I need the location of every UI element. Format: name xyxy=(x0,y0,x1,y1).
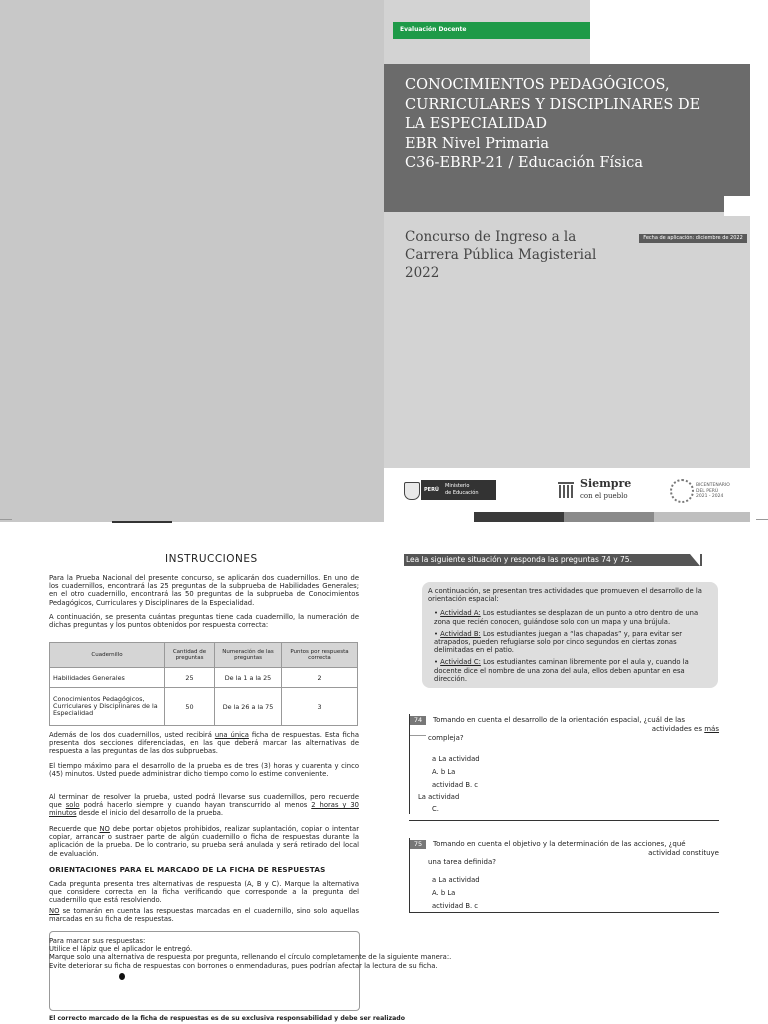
text-span: debe portar objetos prohibidos, realizar suplantación, copiar o intentar copiar, arrancar o sustraer parte de algún cuadernillo o ficha de respuestas durante la aplicación de la prueba. De lo contrario, su prueba será anulada y será retirado del local de evaluación. xyxy=(49,825,359,858)
orientaciones-title: ORIENTACIONES PARA EL MARCADO DE LA FICHA DE RESPUESTAS xyxy=(49,865,326,874)
situation-heading: Lea la siguiente situación y responda las preguntas 74 y 75. xyxy=(404,554,702,566)
stem-line xyxy=(433,725,719,734)
concurso-line: Concurso de Ingreso a la xyxy=(405,229,577,245)
siempre-label: Siempre xyxy=(580,477,632,490)
instr-paragraph xyxy=(49,825,359,858)
table-cell: Habilidades Generales xyxy=(50,668,165,688)
text-span: actividad constituye xyxy=(648,849,719,857)
cover-title-line: CONOCIMIENTOS PEDAGÓGICOS, xyxy=(405,77,670,93)
blank-left-page xyxy=(0,0,384,522)
title-box-notch xyxy=(724,196,750,216)
stem-line: compleja? xyxy=(428,734,464,742)
header-tag: Evaluación Docente xyxy=(400,26,467,33)
orient-paragraph xyxy=(49,907,359,923)
crop-mark xyxy=(0,519,12,520)
bicentenario-icon xyxy=(670,479,694,503)
page-edge-line xyxy=(112,521,172,523)
text-underlined: solo xyxy=(65,801,80,810)
text-underlined: más xyxy=(704,725,719,733)
footer-note: El correcto marcado de la ficha de respuestas es de su exclusiva responsabilidad y debe ser realizado xyxy=(49,1015,405,1022)
text-span: Recuerde que xyxy=(49,825,100,833)
instr-paragraph: Para la Prueba Nacional del presente concurso, se aplicarán dos cuadernillos. En uno de los cuadernillos, encontrará las 25 preguntas de la subprueba de Habilidades Generales; en el otro cuadernillo, encontrará las 50 preguntas de la subprueba de Conocimientos Pedagógicos, Curriculares y Disciplinares de la Especialidad. xyxy=(49,574,359,607)
cuadernillos-table xyxy=(49,642,358,726)
siempre-logo xyxy=(580,478,631,502)
cover-title-line: EBR Nivel Primaria xyxy=(405,135,550,152)
table-row xyxy=(50,668,358,688)
stem-line: Tomando en cuenta el objetivo y la determinación de las acciones, ¿qué xyxy=(433,840,686,848)
text-underlined: NO xyxy=(49,907,60,915)
answer-options xyxy=(432,876,502,911)
table-cell: Conocimientos Pedagógicos, Curriculares y Disciplinares de la Especialidad xyxy=(50,688,165,726)
activity-item: • Actividad B: Los estudiantes juegan a “las chapadas” y, para evitar ser atrapados, pueden refugiarse solo por cinco segundos en ciertas zonas delimitadas en el patio. xyxy=(434,629,683,655)
peru-label: PERÚ xyxy=(424,487,439,493)
text-span: se tomarán en cuenta las respuestas marcadas en el cuadernillo, sino solo aquellas marcadas en su ficha de respuestas. xyxy=(49,907,359,924)
concurso-line: 2022 xyxy=(405,265,440,281)
cover-white-corner xyxy=(590,0,750,64)
bicentenario-line: 2021 - 2024 xyxy=(696,494,724,499)
bicentenario-line: BICENTENARIO xyxy=(696,483,730,488)
cover-title-line: CURRICULARES Y DISCIPLINARES DE xyxy=(405,96,701,113)
option-line: A. b La xyxy=(432,768,456,777)
ministerio-line: de Educación xyxy=(445,490,479,496)
marcar-instructions xyxy=(49,937,451,970)
text-underlined: una única xyxy=(214,731,249,739)
cover-title xyxy=(405,76,735,174)
ministerio-line: Ministerio xyxy=(445,483,470,489)
stem-line: una tarea definida? xyxy=(428,858,496,866)
instr-paragraph: A continuación, se presenta cuántas preguntas tiene cada cuadernillo, la numeración de dichas preguntas y los puntos obtenidos por respuesta correcta: xyxy=(49,613,359,630)
question-divider xyxy=(409,820,719,821)
table-cell: 2 xyxy=(282,668,358,688)
situation-intro: A continuación, se presentan tres actividades que promueven el desarrollo de la orientación espacial: xyxy=(428,587,702,604)
footer-bar xyxy=(564,512,654,522)
table-cell: 25 xyxy=(165,668,215,688)
instr-paragraph xyxy=(49,731,359,756)
table-cell: 3 xyxy=(282,688,358,726)
crop-mark xyxy=(756,519,768,520)
activity-label: Actividad A: xyxy=(440,609,481,618)
bicentenario-line: DEL PERÚ xyxy=(696,488,719,494)
cover-title-line: LA ESPECIALIDAD xyxy=(405,116,547,132)
table-cell: 50 xyxy=(165,688,215,726)
activity-label: Actividad B: xyxy=(440,629,481,638)
answer-options xyxy=(432,755,502,795)
ministerio-logo xyxy=(421,480,496,500)
activity-text: Los estudiantes se desplazan de un punto a otro dentro de una zona que recién conocen, guiándose solo con un mapa y una brújula. xyxy=(434,609,699,626)
columns-icon xyxy=(556,480,576,500)
table-header: Puntos por respuesta correcta xyxy=(282,643,358,668)
question-marker xyxy=(410,735,426,736)
heading-corner xyxy=(690,554,700,566)
cover-title-line: C36-EBRP-21 / Educación Física xyxy=(405,155,643,171)
marcar-line: Utilice el lápiz que el aplicador le entregó. xyxy=(49,945,193,954)
text-span: ficha de respuestas. Esta ficha presenta dos secciones diferenciadas, en las que deberá marcar las alternativas de respuesta a las preguntas de las dos subpruebas. xyxy=(49,731,359,756)
pueblo-label: con el pueblo xyxy=(580,492,628,500)
text-underlined: NO xyxy=(99,825,110,833)
option-line: C. xyxy=(432,805,439,813)
question-number: 74 xyxy=(410,716,426,725)
option-line: actividad B. c xyxy=(432,781,479,790)
instrucciones-title: INSTRUCCIONES xyxy=(165,553,258,565)
table-header: Cuadernillo xyxy=(50,643,165,668)
stem-line xyxy=(433,849,719,858)
table-header: Cantidad de preguntas xyxy=(165,643,215,668)
footer-bar xyxy=(654,512,750,522)
concurso-line: Carrera Pública Magisterial xyxy=(405,247,597,263)
text-underlined: 2 horas y 30 minutos xyxy=(49,801,359,818)
situation-text xyxy=(428,587,713,683)
peru-shield-icon xyxy=(404,482,420,500)
activity-label: Actividad C: xyxy=(440,658,481,667)
text-span: desde el inicio del desarrollo de la prueba. xyxy=(76,809,224,818)
stem-line: Tomando en cuenta el desarrollo de la orientación espacial, ¿cuál de las xyxy=(433,716,685,724)
question-rule xyxy=(409,714,410,814)
option-line: actividad B. c xyxy=(432,902,479,911)
question-divider xyxy=(409,912,719,913)
table-row xyxy=(50,688,358,726)
instr-paragraph: El tiempo máximo para el desarrollo de la prueba es de tres (3) horas y cuarenta y cinco (45) minutos. Usted puede administrar dicho tiempo como lo estime conveniente. xyxy=(49,762,359,779)
table-cell: De la 26 a la 75 xyxy=(215,688,282,726)
instr-paragraph xyxy=(49,793,359,818)
option-line: A. b La xyxy=(432,889,456,898)
text-span: Al terminar de resolver la prueba, usted podrá llevarse sus cuadernillos, pero recuerde que xyxy=(49,793,359,810)
question-stem xyxy=(433,840,719,858)
question-number: 75 xyxy=(410,840,426,849)
table-header: Numeración de las preguntas xyxy=(215,643,282,668)
option-line: La actividad xyxy=(418,793,460,801)
marcar-line: Para marcar sus respuestas: xyxy=(49,937,146,945)
concurso-title xyxy=(405,228,625,282)
fecha-aplicacion: Fecha de aplicación: diciembre de 2022 xyxy=(639,234,747,243)
footer-bar xyxy=(474,512,564,522)
activity-item: • Actividad A: Los estudiantes se desplazan de un punto a otro dentro de una zona que recién conocen, guiándose solo con un mapa y una brújula. xyxy=(434,609,699,626)
orient-paragraph: Cada pregunta presenta tres alternativas de respuesta (A, B y C). Marque la alternativa que considere correcta en la ficha verificando que corresponde a la pregunta del cuadernillo que está resolviendo. xyxy=(49,880,359,905)
option-line: a La actividad xyxy=(432,755,480,763)
text-span: Además de los dos cuadernillos, usted recibirá xyxy=(49,731,215,739)
activity-text: Los estudiantes caminan libremente por el aula y, cuando la docente dice el nombre de una zona del aula, ellos deben apuntar en esa dirección. xyxy=(434,658,689,683)
activity-text: Los estudiantes juegan a “las chapadas” y, para evitar ser atrapados, pueden refugiarse solo por cinco segundos en ciertas zonas delimitadas en el patio. xyxy=(434,629,683,655)
table-header-row xyxy=(50,643,358,668)
option-line: a La actividad xyxy=(432,876,480,884)
filled-circle-icon xyxy=(119,973,125,980)
text-span: actividades es xyxy=(651,725,705,733)
text-span: podrá hacerlo siempre y cuando hayan transcurrido al menos xyxy=(79,801,312,810)
marcar-line: Marque solo una alternativa de respuesta por pregunta, rellenando el círculo completamente de la siguiente manera:. xyxy=(49,953,452,962)
bicentenario-logo xyxy=(696,483,730,500)
table-cell: De la 1 a la 25 xyxy=(215,668,282,688)
marcar-line: Evite deteriorar su ficha de respuestas con borrones o enmendaduras, pues podrían afectar la lectura de su ficha. xyxy=(49,961,438,970)
question-stem xyxy=(433,716,719,734)
question-rule xyxy=(409,838,410,912)
activity-item: • Actividad C: Los estudiantes caminan libremente por el aula y, cuando la docente dice el nombre de una zona del aula, ellos deben apuntar en esa dirección. xyxy=(434,658,689,683)
